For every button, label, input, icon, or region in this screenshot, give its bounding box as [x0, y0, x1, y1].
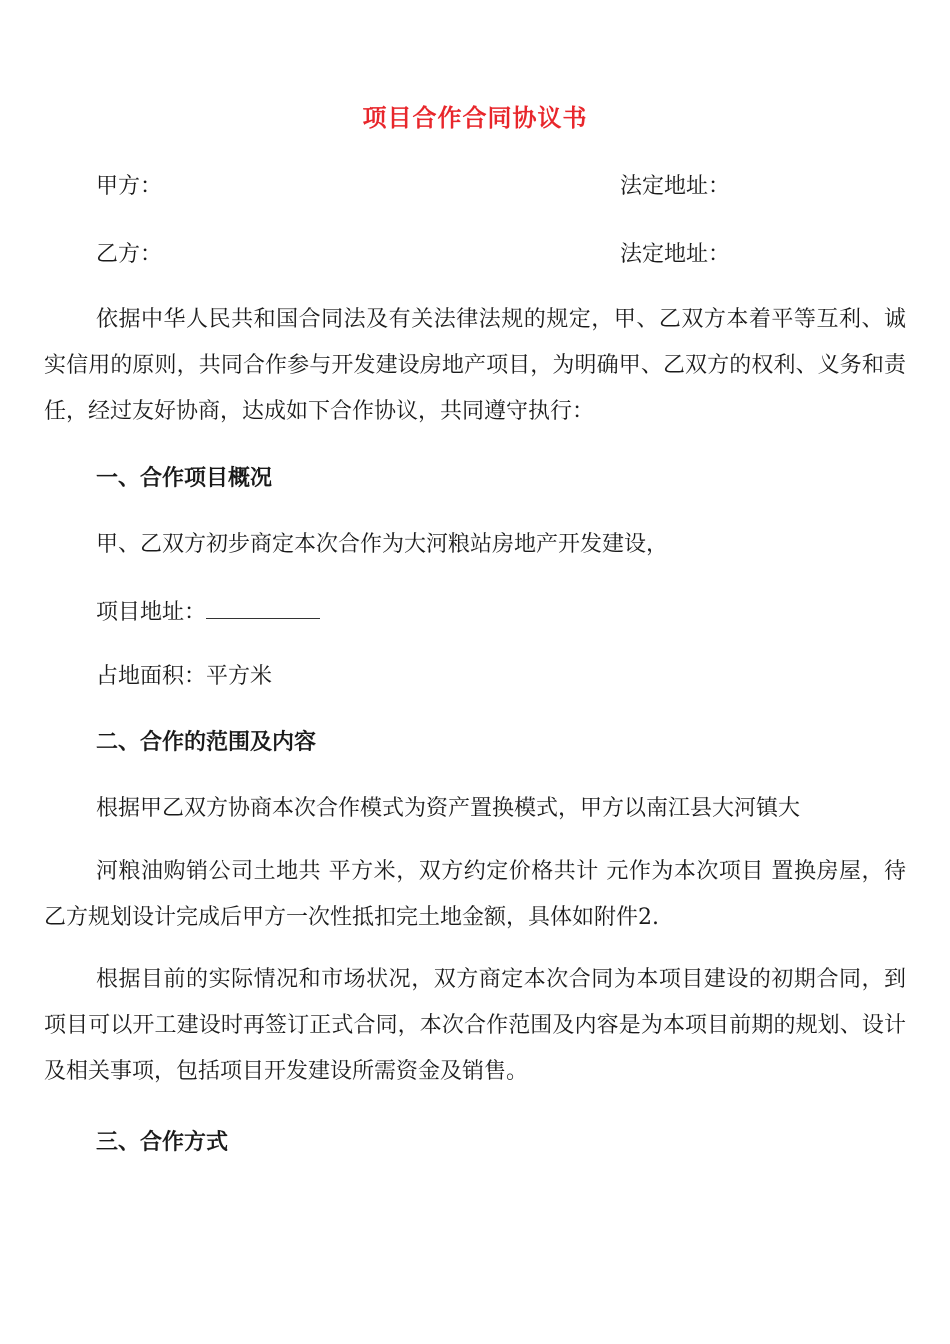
party-b-address-label: 法定地址：	[620, 242, 731, 267]
section2-intro-line: 根据甲乙双方协商本次合作模式为资产置换模式，甲方以南江县大河镇大	[96, 796, 801, 821]
section1-heading: 一、合作项目概况	[96, 466, 273, 491]
party-a-address-label: 法定地址：	[620, 174, 731, 199]
party-b-label: 乙方：	[96, 242, 163, 267]
project-address-line	[96, 596, 320, 628]
project-address-blank	[206, 596, 320, 619]
document-title: 项目合作合同协议书	[362, 104, 588, 132]
section1-overview-line: 甲、乙双方初步商定本次合作为大河粮站房地产开发建设，	[96, 532, 669, 557]
party-a-label: 甲方：	[96, 174, 163, 199]
preamble-paragraph: 依据中华人民共和国合同法及有关法律法规的规定，甲、乙双方本着平等互利、诚实信用的原则，共同合作参与开发建设房地产项目，为明确甲、乙双方的权利、义务和责任，经过友好协商，达成如下合作协议，共同遵守执行：	[44, 307, 906, 424]
section3-heading: 三、合作方式	[96, 1130, 229, 1155]
section2-land-paragraph: 河粮油购销公司土地共 平方米，双方约定价格共计 元作为本次项目 置换房屋，待乙方规划设计完成后甲方一次性抵扣完土地金额，具体如附件2.	[44, 859, 906, 930]
land-area-line: 占地面积：平方米	[96, 664, 273, 689]
section2-scope-paragraph: 根据目前的实际情况和市场状况，双方商定本次合同为本项目建设的初期合同，到项目可以开工建设时再签订正式合同，本次合作范围及内容是为本项目前期的规划、设计及相关事项，包括项目开发建设所需资金及销售。	[44, 967, 906, 1084]
section2-heading: 二、合作的范围及内容	[96, 730, 317, 755]
project-address-label: 项目地址：	[96, 600, 207, 625]
